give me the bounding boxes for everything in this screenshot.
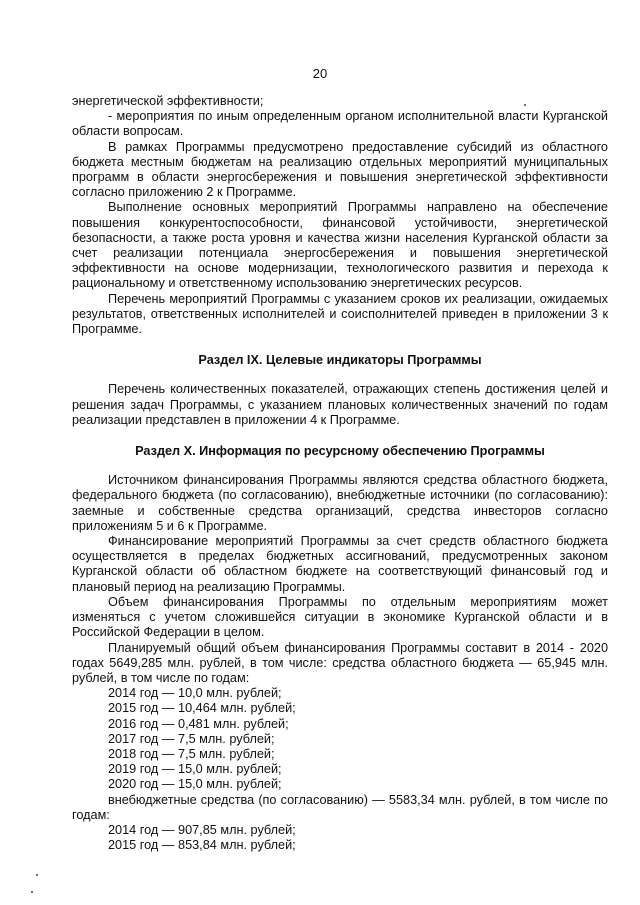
section-x-heading: Раздел X. Информация по ресурсному обеспечению Программы [135, 444, 545, 459]
list-item: 2015 год — 853,84 млн. рублей; [108, 838, 296, 853]
list-item: 2014 год — 10,0 млн. рублей; [108, 686, 282, 701]
list-item: 2018 год — 7,5 млн. рублей; [108, 746, 275, 761]
section-x-paragraph-volume: Объем финансирования Программы по отдельным мероприятиям может изменяться с учетом сложившейся ситуации в экономике Курганской области и в Российской Федерации в целом. [72, 594, 608, 640]
scan-speck [31, 891, 33, 893]
list-item: 2015 год — 10,464 млн. рублей; [108, 701, 296, 716]
extrabudgetary-year-list [72, 823, 608, 853]
paragraph-main-activities: Выполнение основных мероприятий Программы направлено на обеспечение повышения конкурентоспособности, финансовой устойчивости, энергетической безопасности, а также роста уровня и качества жизни населения Курганской области за счет реализации потенциала энергосбережения и повышения энергетической эффективности на основе модернизации, технологического развития и перехода к рациональному и ответственному использованию энергетических ресурсов. [72, 200, 608, 291]
list-item: 2016 год — 0,481 млн. рублей; [108, 716, 289, 731]
paragraph-subsidies: В рамках Программы предусмотрено предоставление субсидий из областного бюджета местным бюджетам на реализацию отдельных мероприятий муниципальных программ в области энергосбережения и повышения энергетической эффективности согласно приложению 2 к Программе. [72, 139, 608, 200]
extrabudgetary-paragraph: внебюджетные средства (по согласованию) — 5583,34 млн. рублей, в том числе по годам: [72, 792, 608, 822]
regional-budget-year-list [72, 686, 608, 792]
scan-speck [524, 104, 526, 106]
list-item: 2014 год — 907,85 млн. рублей; [108, 822, 296, 837]
paragraph-activities-list: Перечень мероприятий Программы с указанием сроков их реализации, ожидаемых результатов, ответственных исполнителей и соисполнителей приведен в приложении 3 к Программе. [72, 291, 608, 337]
section-x-paragraph-financing: Финансирование мероприятий Программы за счет средств областного бюджета осуществляется в пределах бюджетных ассигнований, предусмотренных законом Курганской области об областном бюджете на соответствующий финансовый год и плановый период на реализацию Программы. [72, 534, 608, 594]
paragraph-list-item: - мероприятия по иным определенным органом исполнительной власти Курганской области вопросам. [72, 109, 608, 139]
section-x-paragraph-sources: Источником финансирования Программы являются средства областного бюджета, федерального бюджета (по согласованию), внебюджетные источники (по согласованию): заемные и собственные средства организаций, средства инвесторов согласно приложениям 5 и 6 к Программе. [72, 473, 608, 533]
document-body [72, 94, 608, 853]
section-ix-paragraph: Перечень количественных показателей, отражающих степень достижения целей и решения задач Программы, с указанием плановых количественных значений по годам реализации представлен в приложении 4 к Программе. [72, 382, 608, 427]
section-ix-heading: Раздел IX. Целевые индикаторы Программы [198, 353, 482, 368]
list-item: 2019 год — 15,0 млн. рублей; [108, 762, 282, 777]
list-item: 2020 год — 15,0 млн. рублей; [108, 777, 282, 792]
list-item: 2017 год — 7,5 млн. рублей; [108, 731, 275, 746]
page-number: 20 [312, 66, 328, 81]
paragraph-continuation: энергетической эффективности; [72, 94, 264, 108]
section-x-paragraph-total: Планируемый общий объем финансирования Программы составит в 2014 - 2020 годах 5649,285 млн. рублей, в том числе: средства областного бюджета — 65,945 млн. рублей, в том числе по годам: [72, 640, 608, 685]
scan-speck [36, 874, 38, 876]
